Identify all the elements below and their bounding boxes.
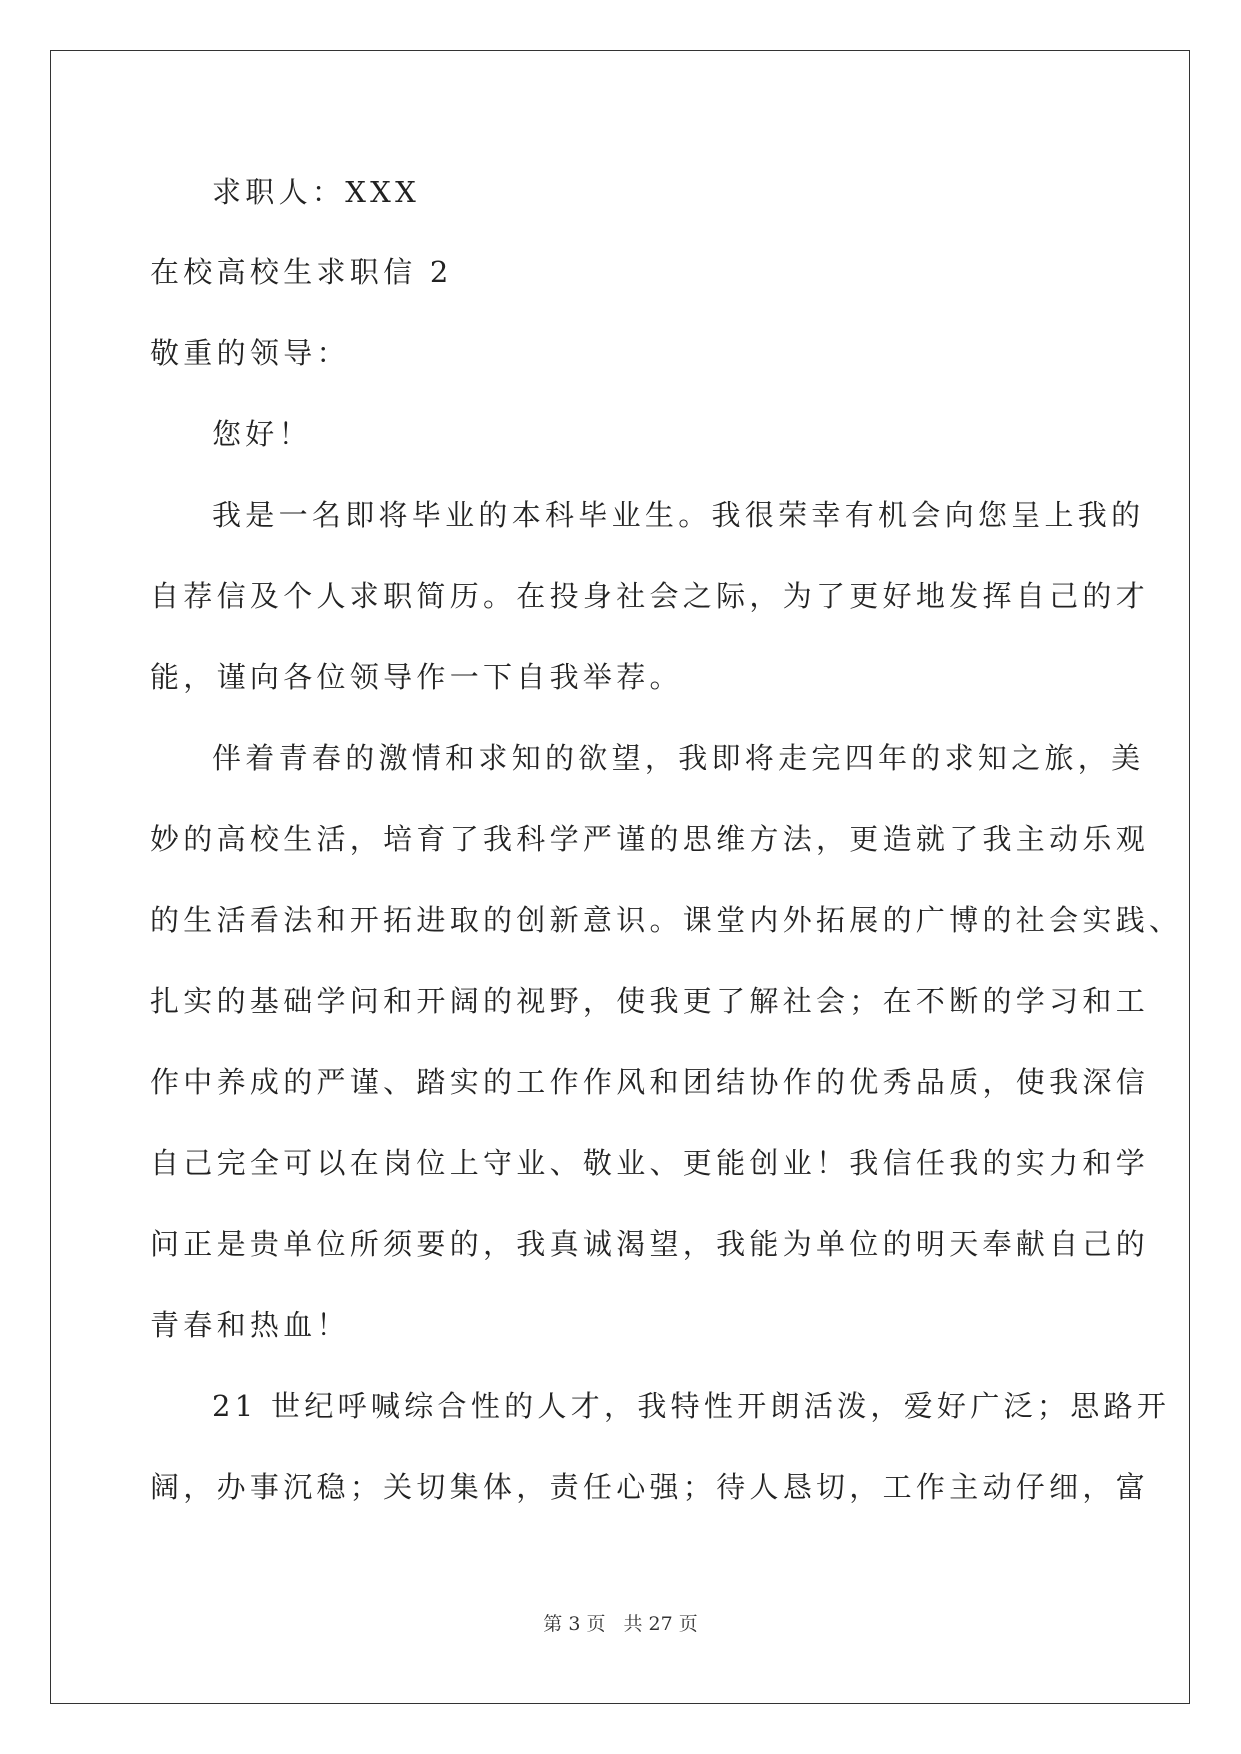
paragraph-line: 妙的高校生活，培育了我科学严谨的思维方法，更造就了我主动乐观 (150, 822, 1150, 856)
page-border (50, 50, 1190, 1704)
page-number: 第 3 页 (543, 1613, 606, 1635)
paragraph-line: 青春和热血！ (150, 1308, 350, 1342)
paragraph-line: 阔，办事沉稳；关切集体，责任心强；待人恳切，工作主动仔细，富 (150, 1470, 1150, 1504)
paragraph-line: 21 世纪呼喊综合性的人才，我特性开朗活泼，爱好广泛；思路开 (212, 1389, 1171, 1423)
paragraph-line: 的生活看法和开拓进取的创新意识。课堂内外拓展的广博的社会实践、 (150, 903, 1183, 937)
salutation: 敬重的领导： (150, 336, 350, 370)
paragraph-line: 作中养成的严谨、踏实的工作作风和团结协作的优秀品质，使我深信 (150, 1065, 1150, 1099)
paragraph-line: 伴着青春的激情和求知的欲望，我即将走完四年的求知之旅，美 (212, 741, 1145, 775)
paragraph-line: 问正是贵单位所须要的，我真诚渴望，我能为单位的明天奉献自己的 (150, 1227, 1150, 1261)
greeting: 您好！ (212, 417, 312, 451)
applicant-line: 求职人：XXX (212, 175, 421, 209)
paragraph-line: 自荐信及个人求职简历。在投身社会之际，为了更好地发挥自己的才 (150, 579, 1150, 613)
paragraph-line: 我是一名即将毕业的本科毕业生。我很荣幸有机会向您呈上我的 (212, 498, 1145, 532)
page-footer (0, 1612, 1241, 1636)
page-total: 共 27 页 (623, 1613, 698, 1635)
paragraph-line: 能，谨向各位领导作一下自我举荐。 (150, 660, 683, 694)
paragraph-line: 扎实的基础学问和开阔的视野，使我更了解社会；在不断的学习和工 (150, 984, 1150, 1018)
letter-title: 在校高校生求职信 2 (150, 255, 453, 289)
paragraph-line: 自己完全可以在岗位上守业、敬业、更能创业！我信任我的实力和学 (150, 1146, 1150, 1180)
